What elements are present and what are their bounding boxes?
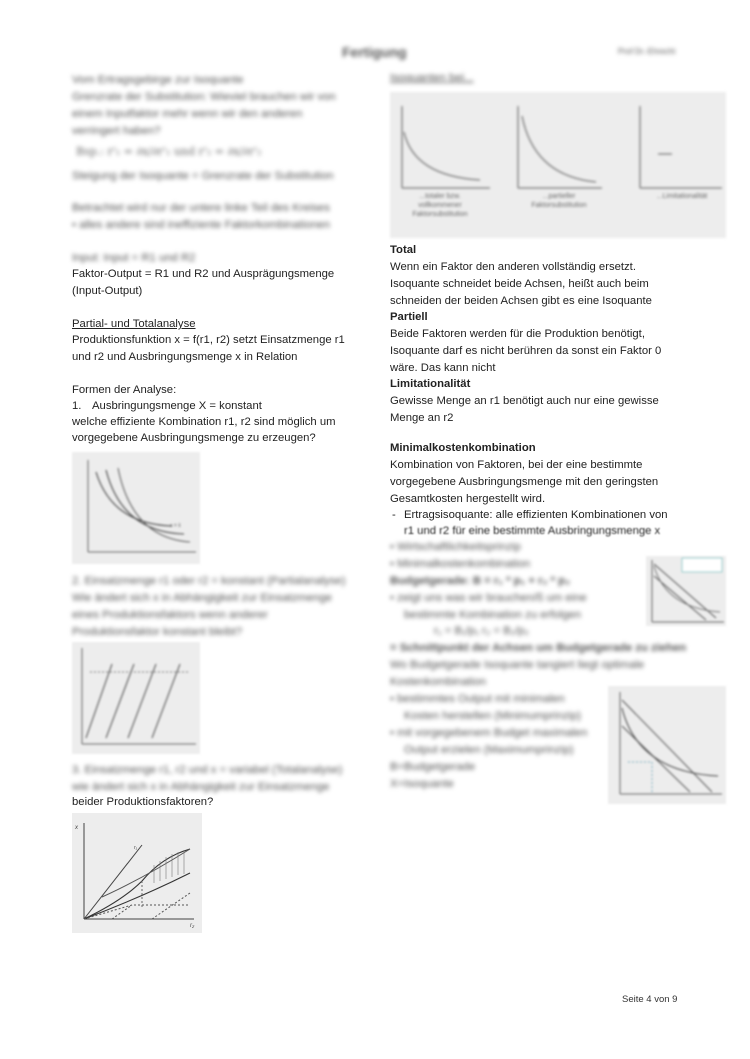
formula-image [76,143,286,159]
faktor-output-line: Faktor-Output = R1 und R2 und Ausprägungsmenge [72,268,335,280]
blurred-line: Kostenkombination [390,676,487,688]
item1-number: 1. [72,400,82,412]
blurred-line: • bestimmtes Output mit minimalen [390,693,565,705]
blurred-line: einem Inputfaktor mehr wenn wir den anderen [72,108,303,120]
bullet-text: Ertragsisoquante: alle effizienten Kombinationen von [404,509,668,521]
blurred-line: Budgetgerade: B = r₁ * p₁ + r₂ * p₂ [390,575,571,587]
partial-heading: Partial- und Totalanalyse [72,318,196,330]
faktor-output-line: (Input-Output) [72,285,143,297]
caption-limitational: ...Limitationalität [656,193,708,200]
blurred-line: r₁ = B₁/p₁ r₂ = B₂/p₂ [434,625,529,637]
partiell-text: Isoquante darf es nicht berühren da sonst ein Faktor 0 [390,345,662,357]
author-name: Prof Dr.-Ehrecht [618,47,676,56]
formen-heading: Formen der Analyse: [72,384,177,396]
item1-text: vorgegebene Ausbringungsmenge zu erzeugen? [72,432,316,444]
budget-figure-small [646,556,726,626]
blurred-line: Produktionsfaktor konstant bleibt? [72,626,243,638]
page-title: Fertigung [342,44,407,60]
svg-text:Bsp.: r'₁ = ∂x/∂r'₁ und: Bsp.: r'₁ = ∂x/∂r'₁ und r'₂ = ∂x/∂r'₂ [76,145,262,158]
limit-heading: Limitationalität [390,378,471,390]
blurred-line: Steigung der Isoquante = Grenzrate der Substitution [72,170,334,182]
svg-text:r₂: r₂ [190,923,195,929]
total-analysis-figure [72,813,202,933]
blurred-line: X=Isoquante [390,778,454,790]
mkk-text: Gesamtkosten hergestellt wird. [390,493,546,505]
blurred-line: Grenzrate der Substitution: Wieviel brauchen wir von [72,91,336,103]
svg-text:x: x [75,825,78,831]
caption-total: ...totaler bzw. vollkommener Faktorsubstitution [412,193,468,218]
total-text: Wenn ein Faktor den anderen vollständig ersetzt. [390,261,636,273]
blurred-line: • alles andere sind ineffiziente Faktorkombinationen [72,219,331,231]
budget-figure [608,686,726,804]
blurred-line: • zeigt uns was wir brauchen/ß um eine [390,592,587,604]
blurred-line: Input: Input = R1 und R2 [72,252,196,264]
limit-text: Gewisse Menge an r1 benötigt auch nur eine gewisse [390,395,659,407]
bullet-dash: - [392,509,396,521]
svg-text:r₁: r₁ [134,845,138,851]
partiell-heading: Partiell [390,311,428,323]
svg-text:x = x̄: x = x̄ [170,523,181,529]
blurred-line: bestimmte Kombination zu erfolgen [404,609,582,621]
blurred-line: Wie ändert sich x in Abhängigkeit zur Einsatzmenge [72,592,332,604]
blurred-line: B=Budgetgerade [390,761,476,773]
blurred-line: • Minimalkostenkombination [390,558,531,570]
isoquant-figure [72,452,200,564]
isoquanten-heading: Isoquanten bei... [390,72,474,84]
blurred-line: verringert haben? [72,125,161,137]
bullet-text-cont: r1 und r2 für eine bestimmte Ausbringungsmenge x [404,525,661,537]
total-heading: Total [390,244,417,256]
blurred-line: • Wirtschaftlichkeitsprinzip [390,541,521,553]
total-text: schneiden der beiden Achsen gibt es eine Isoquante [390,295,652,307]
item1-text: welche effiziente Kombination r1, r2 sind möglich um [72,416,336,428]
partial-analysis-figure [72,642,200,754]
blurred-line: 2. Einsatzmenge r1 oder r2 = konstant (Partialanalyse) [72,575,346,587]
isoquanten-figure [390,92,726,238]
page-number: Seite 4 von 9 [622,994,678,1005]
partiell-text: Beide Faktoren werden für die Produktion benötigt, [390,328,645,340]
partial-text: Produktionsfunktion x = f(r1, r2) setzt Einsatzmenge r1 [72,334,345,346]
total-text: Isoquante schneidet beide Achsen, heißt auch beim [390,278,649,290]
blurred-line: Betrachtet wird nur der untere linke Teil des Kreises [72,202,330,214]
blurred-line: = Schnittpunkt der Achsen um Budgetgerade zu ziehen [390,642,687,654]
blurred-line: Output erzielen (Maximumprinzip) [404,744,574,756]
blurred-line: wie ändert sich x in Abhängigkeit zur Einsatzmenge [72,781,330,793]
blurred-line: Wo Budgetgerade Isoquante tangiert liegt optimale [390,659,645,671]
item1-title: Ausbringungsmenge X = konstant [92,400,262,412]
mkk-text: vorgegebene Ausbringungsmenge mit den geringsten [390,476,659,488]
partial-text: und r2 und Ausbringungsmenge x in Relation [72,351,298,363]
caption-partiell: ...partieller Faktorsubstitution [531,193,587,209]
blurred-line: eines Produktionsfaktors wenn anderer [72,609,268,621]
mkk-heading: Minimalkostenkombination [390,442,536,454]
blurred-line: 3. Einsatzmenge r1, r2 und x = variabel (Totalanalyse) [72,764,343,776]
blurred-line: • mit vorgegebenem Budget maximalen [390,727,588,739]
blurred-line: Kosten herstellen (Minimumprinzip) [404,710,582,722]
blurred-line: Vom Ertragsgebirge zur Isoquante [72,74,244,86]
item3-tail: beider Produktionsfaktoren? [72,796,214,808]
partiell-text: wäre. Das kann nicht [390,362,496,374]
mkk-text: Kombination von Faktoren, bei der eine bestimmte [390,459,643,471]
limit-text: Menge an r2 [390,412,454,424]
